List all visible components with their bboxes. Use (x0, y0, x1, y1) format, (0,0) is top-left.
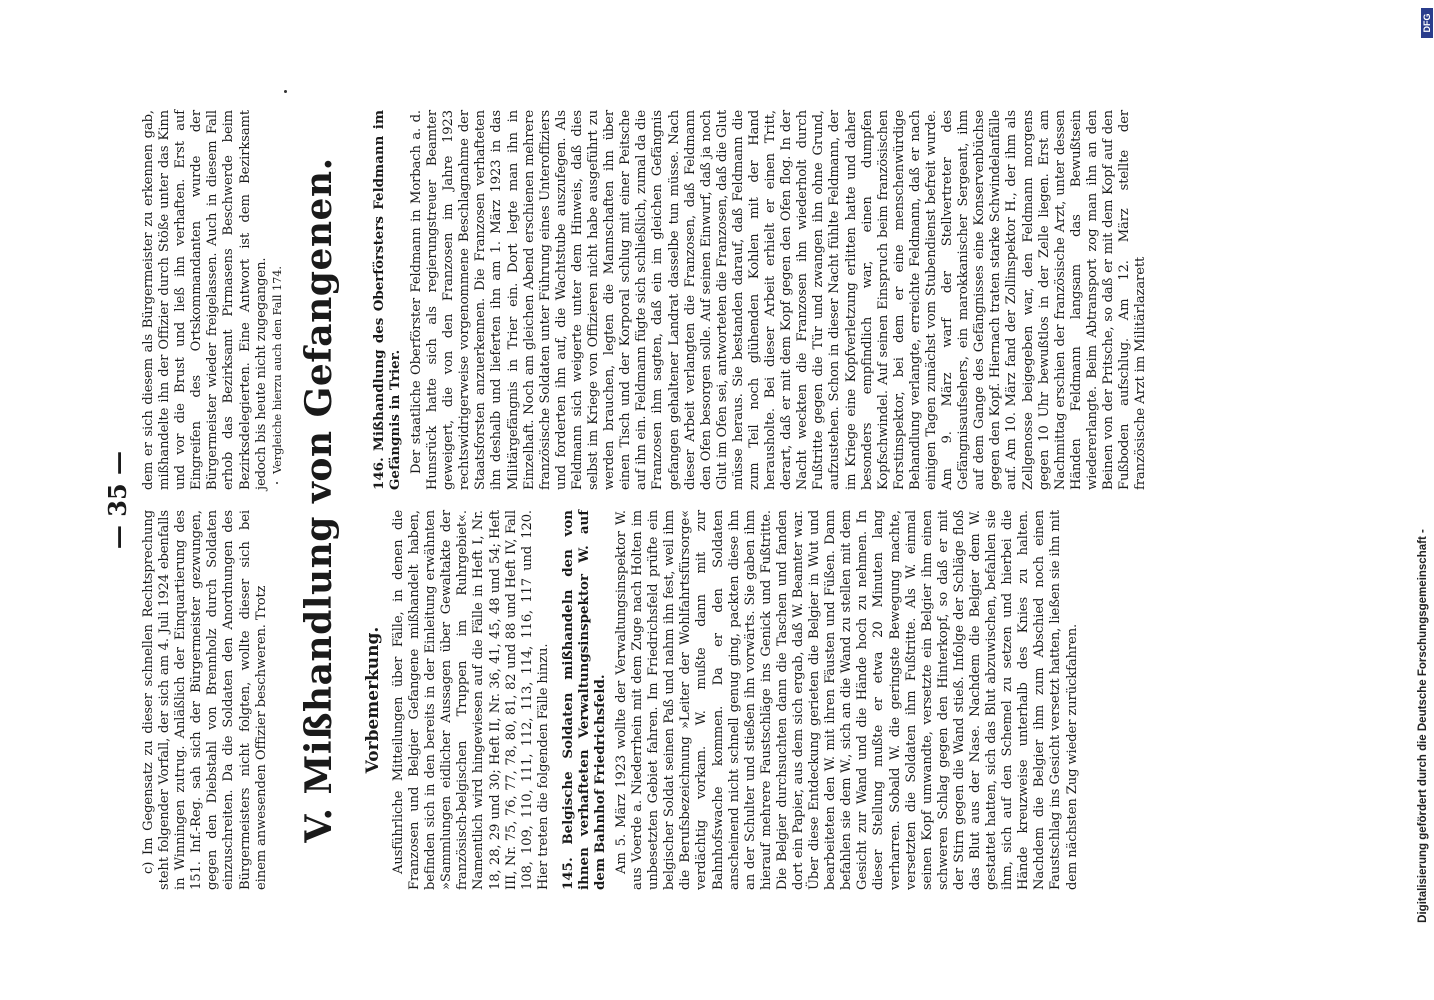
credit-text: Digitalisierung gefördert durch die Deutsche Forschungsgemeinschaft - (1417, 529, 1429, 923)
paragraph-c: c) Im Gegensatz zu dieser schnellen Rechtsprechung steht folgender Vorfall, der sich am 4. Juli 1924 ebenfalls in Winningen zutrug. Anläßlich der Einquartierung des 151. Inf.-Reg. sah sich der Bürgermeister gezwungen, gegen den Diebstahl von Brennholz durch Soldaten einzuschreiten. Da die Soldaten den Anordnungen des Bürgermeisters nicht folgten, wollte dieser sich bei einem anwesenden Offizier beschweren. Trotz (141, 510, 269, 890)
section-heading: Vorbemerkung. (363, 626, 383, 774)
chapter-title: V. Mißhandlung von Gefangenen. (298, 157, 340, 843)
case-145-title: 145. Belgische Soldaten mißhandeln den von ihnen verhafteten Verwaltungsinspektor W. auf dem Bahnhof Friedrichsfeld. (559, 510, 608, 890)
digitization-credit (1413, 6, 1433, 994)
case-146-title: 146. Mißhandlung des Oberförsters Feldmann im Gefängnis in Trier. (371, 110, 403, 490)
case-146-text: Der staatliche Oberförster Feldmann in Morbach a. d. Hunsrück hatte sich als regierungstreuer Beamter geweigert, die von den Franzosen im Jahre 1923 rechtswidrigerweise vorgenommene Beschlagnahme der Staatsforsten anzuerkennen. Die Franzosen verhafteten ihn deshalb und lieferten ihn am 1. März 1923 in das Militärgefängnis in Trier ein. Dort legte man ihn in Einzelhaft. Noch am gleichen Abend erschienen mehrere französische Soldaten unter Führung eines Unteroffiziers und forderten ihn auf, die Wachtstube auszufegen. Als Feldmann sich weigerte unter dem Hinweis, daß dies selbst im Kriege von Offizieren nicht habe ausgeführt zu werden brauchen, legten die Mannschaften ihn über einen Tisch und der Korporal schlug mit einer Peitsche auf ihn ein. Feldmann fügte sich schließlich, zumal da die Franzosen ihm sagten, daß ein im gleichen Gefängnis gefangen gehaltener Landrat dasselbe tun müsse. Nach dieser Arbeit verlangten die Franzosen, daß Feldmann den Ofen besorgen solle. Auf seinen Einwurf, daß ja noch Glut im Ofen sei, antworteten die Franzosen, daß die Glut müsse heraus. Sie bestanden darauf, daß Feldmann die zum Teil noch glühenden Kohlen mit der Hand herausholte. Bei dieser Arbeit erhielt er einen Tritt, derart, daß er mit dem Kopf gegen den Ofen flog. In der Nacht weckten die Franzosen ihn wiederholt durch Fußtritte gegen die Tür und zwangen ihn ohne Grund, aufzustehen. Schon in dieser Nacht fühlte Feldmann, der im Kriege eine Kopfverletzung erlitten hatte und daher besonders empfindlich war, einen dumpfen Kopfschwindel. Auf seinen Einspruch beim französischen Forstinspektor, bei dem er eine menschenwürdige Behandlung verlangte, erreichte Feldmann, daß er nach einigen Tagen zunächst vom Stubendienst befreit wurde. Am 9. März warf der Stellvertreter des Gefängnisaufsehers, ein marokkanischer Sergeant, ihm auf dem Gange des Gefängnisses eine Konservenbüchse gegen den Kopf. Hiernach traten starke Schwindelanfälle auf. Am 10. März fand der Zollinspektor H., der ihm als Zellgenosse beigegeben war, den Feldmann morgens gegen 10 Uhr bewußtlos in der Zelle liegen. Erst am Nachmittag erschien der französische Arzt, unter dessen Händen Feldmann langsam das Bewußtsein wiedererlangte. Beim Abtransport zog man ihn an den Beinen von der Pritsche, so daß er mit dem Kopf auf den Fußboden aufschlug. Am 12. März stellte der französische Arzt im Militärlazarett (409, 110, 1149, 490)
cross-reference: Vergleiche hierzu auch den Fall 174. (269, 266, 284, 474)
scan-speck (276, 482, 278, 484)
left-column (363, 510, 1081, 890)
scan-speck (284, 90, 287, 93)
page-number: — 35 — (103, 450, 132, 550)
top-right-column (141, 110, 284, 490)
case-145-text: Am 5. März 1923 wollte der Verwaltungsinspektor W. aus Voerde a. Niederrhein mit dem Zuge nach Holten im unbesetzten Gebiet fahren. Im Friedrichsfeld prüfte ein belgischer Soldat seinen Paß und nahm ihn fest, weil ihm die Berufsbezeichnung »Leiter der Wohlfahrtsfürsorge« verdächtig vorkam. W. mußte dann mit zur Bahnhofswache kommen. Da er den Soldaten anscheinend nicht schnell genug ging, packten diese ihn an der Schulter und stießen ihn vorwärts. Sie gaben ihm hierauf mehrere Faustschläge ins Genick und Fußtritte. Die Belgier durchsuchten dann die Taschen und fanden dort ein Papier, aus dem sich ergab, daß W. Beamter war. Über diese Entdeckung gerieten die Belgier in Wut und bearbeiteten den W. mit ihren Fäusten und Füßen. Dann befahlen sie dem W., sich an die Wand zu stellen mit dem Gesicht zur Wand und die Hände hoch zu nehmen. In dieser Stellung mußte er etwa 20 Minuten lang verharren. Sobald W. die geringste Bewegung machte, versetzten die Soldaten ihm Fußtritte. Als W. einmal seinen Kopf umwandte, versetzte ein Belgier ihm einen schweren Schlag gegen den Hinterkopf, so daß er mit der Stirn gegen die Wand stieß. Infolge der Schläge floß das Blut aus der Nase. Nachdem die Belgier dem W. gestattet hatten, sich das Blut abzuwischen, befahlen sie ihm, sich auf den Schemel zu setzen und hierbei die Hände kreuzweise unterhalb des Knies zu halten. Nachdem die Belgier ihm zum Abschied noch einen Faustschlag ins Gesicht versetzt hatten, ließen sie ihn mit dem nächsten Zug wieder zurückfahren. (613, 510, 1080, 890)
paragraph-c-continued: dem er sich diesem als Bürgermeister zu erkennen gab, mißhandelte ihn der Offizier durch Stöße unter das Kinn und vor die Brust und ließ ihn verhaften. Erst auf Eingreifen des Ortskommandanten wurde der Bürgermeister wieder freigelassen. Auch in diesem Fall erhob das Bezirksamt Pirmasens Beschwerde beim Bezirksdelegierten. Eine Antwort ist dem Bezirksamt jedoch bis heute nicht zugegangen. (141, 110, 269, 490)
rotated-book-page (101, 100, 1149, 900)
top-left-column (141, 510, 270, 890)
dfg-logo-text: DFG (1422, 13, 1432, 33)
page-number-value: 35 (103, 483, 132, 517)
right-column (363, 110, 1149, 490)
intro-paragraph: Ausführliche Mitteilungen über Fälle, in denen die Franzosen und Belgier Gefangene mißhandelt haben, befinden sich in den bereits in der Einleitung erwähnten »Sammlungen eidlicher Aussagen über Gewaltakte der französisch-belgischen Truppen im Ruhrgebiet«. Namentlich wird hingewiesen auf die Fälle in Heft I, Nr. 18, 28, 29 und 30; Heft II, Nr. 36, 41, 45, 48 und 54; Heft III, Nr. 75, 76, 77, 78, 80, 81, 82 und 88 und Heft IV, Fall 108, 109, 110, 111, 112, 113, 114, 116, 117 und 120. Hier treten die folgenden Fälle hinzu. (391, 510, 551, 890)
